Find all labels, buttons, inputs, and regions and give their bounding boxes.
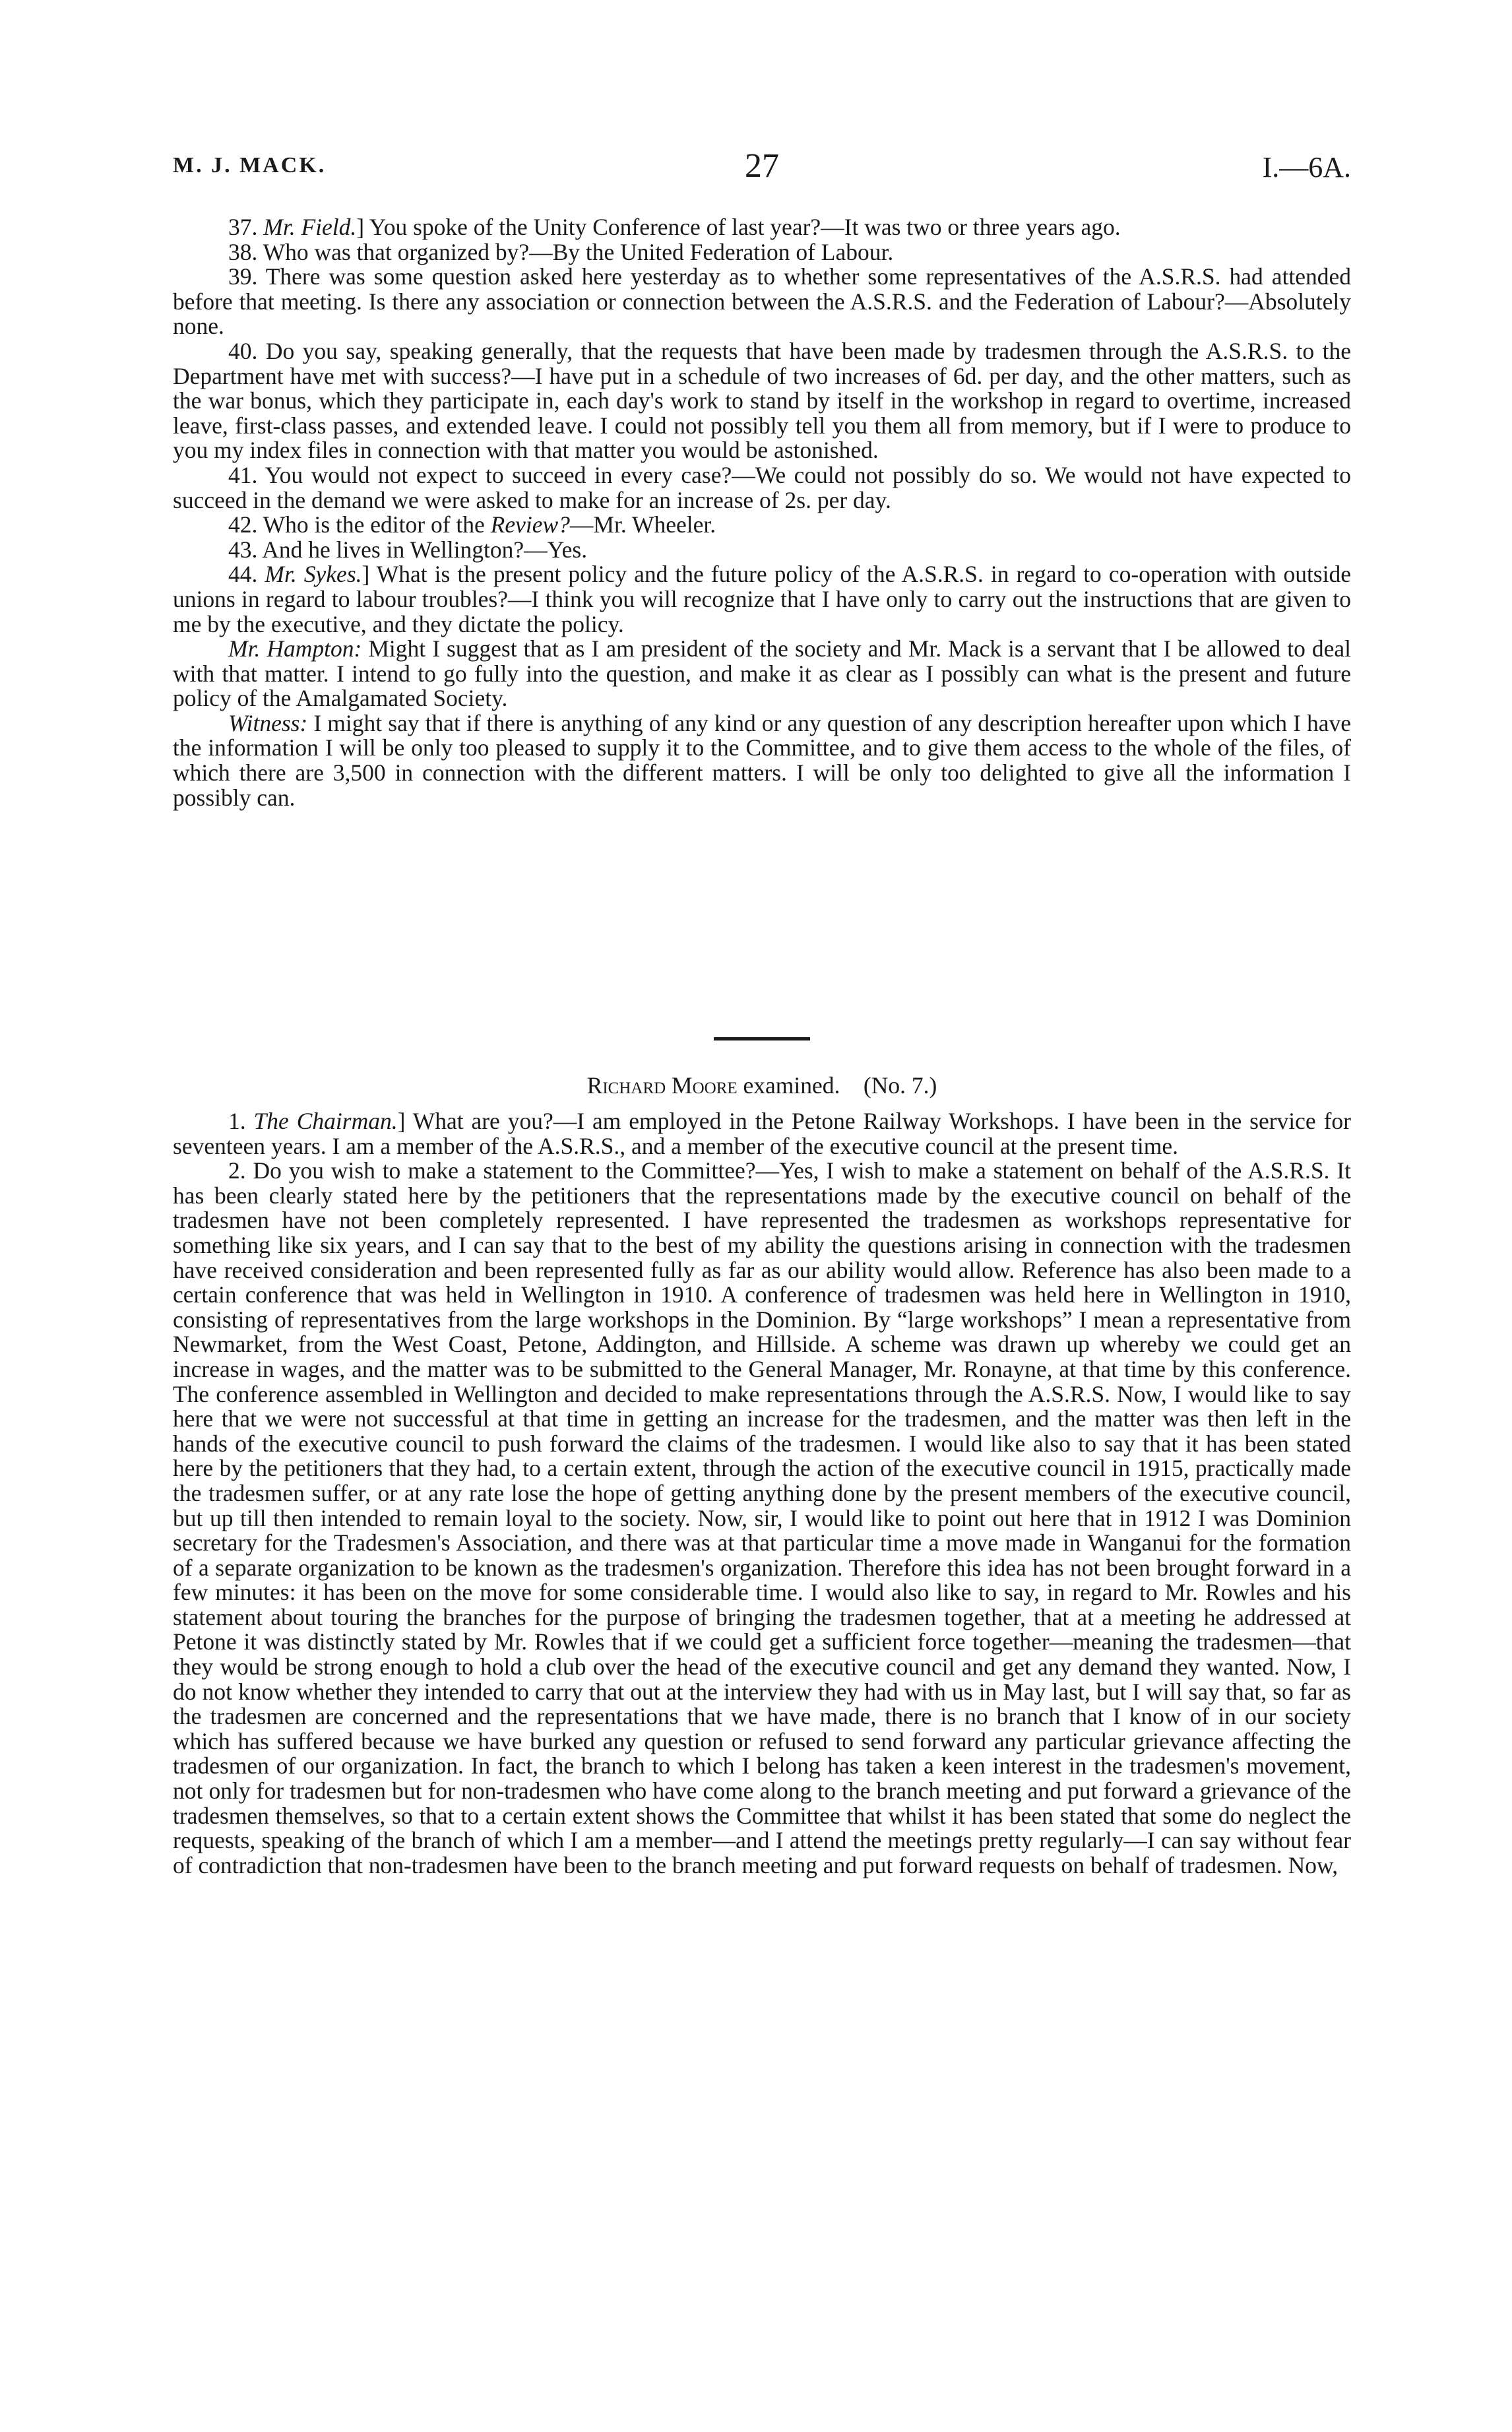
question-1: 1. The Chairman.] What are you?—I am employed in the Petone Railway Workshops. I have been in the service for seventeen years. I am a member of the A.S.R.S., and a member of the executive council at the present time. (173, 1108, 1351, 1159)
question-37: 37. Mr. Field.] You spoke of the Unity Conference of last year?—It was two or three years ago. (228, 214, 1121, 240)
page-header (173, 146, 1351, 193)
speaker-name: The Chairman. (253, 1108, 398, 1134)
paper-reference: I.—6A. (1262, 151, 1351, 183)
testimony-section-mack (173, 215, 1351, 810)
question-42: 42. Who is the editor of the Review?—Mr. Wheeler. (228, 511, 716, 538)
question-2: 2. Do you wish to make a statement to the Committee?—Yes, I wish to make a statement on behalf of the A.S.R.S. It has been clearly stated here by the petitioners that the representations made by the executive council on behalf of the tradesmen have not been completely represented. I have represented the tradesmen as workshops representative for something like six years, and I can say that to the best of my ability the questions arising in connection with the tradesmen have received consideration and been represented fully as far as our ability would allow. Reference has also been made to a certain conference that was held in Wellington in 1910. A conference of tradesmen was held here in Wellington in 1910, consisting of representatives from the large workshops in the Dominion. By “large workshops” I mean a representative from Newmarket, from the West Coast, Petone, Addington, and Hillside. A scheme was drawn up whereby we could get an increase in wages, and the matter was to be submitted to the General Manager, Mr. Ronayne, at that time by this conference. The conference assembled in Wellington and decided to make representations through the A.S.R.S. Now, I would like to say here that we were not successful at that time in getting an increase for the tradesmen, and the matter was then left in the hands of the executive council to push forward the claims of the tradesmen. I would like also to say that it has been stated here by the petitioners that they had, to a certain extent, through the action of the executive council in 1915, practically made the tradesmen suffer, or at any rate lose the hope of getting anything done by the present members of the executive council, but up till then intended to remain loyal to the society. Now, sir, I would like to point out here that in 1912 I was Dominion secretary for the Tradesmen's Association, and there was at that particular time a move made in Wanganui for the formation of a separate organization to be known as the tradesmen's organization. Therefore this idea has not been brought forward in a few minutes: it has been on the move for some considerable time. I would also like to say, in regard to Mr. Rowles and his statement about touring the branches for the purpose of bringing the tradesmen together, that at a meeting he addressed at Petone it was distinctly stated by Mr. Rowles that if we could get a sufficient force together—meaning the tradesmen—that they would be strong enough to hold a club over the head of the executive council and get any demand they wanted. Now, I do not know whether they intended to carry that out at the interview they had with us in May last, but I will say that, so far as the tradesmen are concerned and the representations that we have made, there is no branch that I know of in our society which has suffered because we have burked any question or refused to send forward any particular grievance affecting the tradesmen of our organization. In fact, the branch to which I belong has taken a keen interest in the tradesmen's movement, not only for tradesmen but for non-tradesmen who have come along to the branch meeting and put forward a grievance of the tradesmen themselves, so that to a certain extent shows the Committee that whilst it has been stated that some do neglect the requests, speaking of the branch of which I am a member—and I attend the meetings pretty regularly—I can say without fear of contradiction that non-tradesmen have been to the branch meeting and put forward requests on behalf of tradesmen. Now, (173, 1157, 1351, 1878)
examination-label: examined. (No. 7.) (737, 1072, 937, 1099)
witness-name: Richard Moore (586, 1072, 738, 1099)
speaker-name: Mr. Hampton: (228, 635, 362, 662)
speaker-name: Witness: (228, 709, 308, 736)
page-number: 27 (745, 147, 779, 185)
witness-heading (173, 1072, 1351, 1099)
question-40: 40. Do you say, speaking generally, that the requests that have been made by tradesmen through the A.S.R.S. to the Department have met with success?—I have put in a schedule of two increases of 6d. per day, and the other matters, such as the war bonus, which they participate in, each day's work to stand by itself in the workshop in regard to overtime, increased leave, first-class passes, and extended leave. I could not possibly tell you them all from memory, but if I were to produce to you my index files in connection with that matter you would be astonished. (173, 337, 1351, 464)
question-43: 43. And he lives in Wellington?—Yes. (228, 536, 588, 563)
question-38: 38. Who was that organized by?—By the United Federation of Labour. (228, 238, 894, 265)
witness-name-header: M. J. MACK. (173, 153, 327, 177)
question-39: 39. There was some question asked here yesterday as to whether some representatives of the A.S.R.S. had attended before that meeting. Is there any association or connection between the A.S.R.S. and the Federation of Labour?—Absolutely none. (173, 263, 1351, 340)
statement-witness: Witness: I might say that if there is anything of any kind or any question of any description hereafter upon which I have the information I will be only too pleased to supply it to the Committee, and to give them access to the whole of the files, of which there are 3,500 in connection with the different matters. I will be only too delighted to give all the information I possibly can. (173, 709, 1351, 811)
publication-title: Review? (490, 511, 570, 538)
statement-hampton: Mr. Hampton: Might I suggest that as I am president of the society and Mr. Mack is a servant that I be allowed to deal with that matter. I intend to go fully into the question, and make it as clear as I possibly can what is the present and future policy of the Amalgamated Society. (173, 635, 1351, 712)
section-divider (714, 1037, 810, 1040)
question-41: 41. You would not expect to succeed in every case?—We could not possibly do so. We would not have expected to succeed in the demand we were asked to make for an increase of 2s. per day. (173, 461, 1351, 513)
speaker-name: Mr. Field. (263, 214, 357, 240)
question-44: 44. Mr. Sykes.] What is the present policy and the future policy of the A.S.R.S. in regard to co-operation with outside unions in regard to labour troubles?—I think you will recognize that I have only to carry out the instructions that are given to me by the executive, and they dictate the policy. (173, 561, 1351, 637)
speaker-name: Mr. Sykes. (265, 561, 362, 588)
testimony-section-moore (173, 1109, 1351, 1878)
